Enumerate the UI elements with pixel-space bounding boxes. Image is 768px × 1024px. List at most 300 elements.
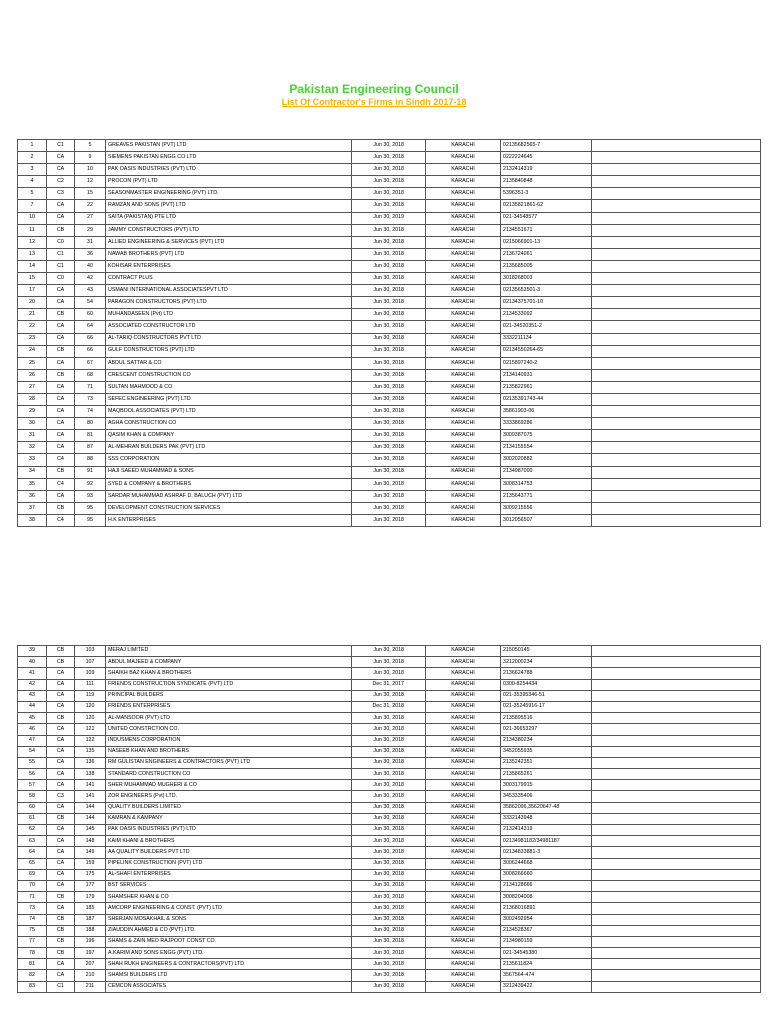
city-cell: KARACHI xyxy=(426,657,501,668)
table-row xyxy=(18,880,761,891)
phone-cell: 2136624788 xyxy=(501,668,592,679)
remarks-cell xyxy=(592,333,761,345)
registration-number-cell: 95 xyxy=(75,502,106,514)
remarks-cell xyxy=(592,478,761,490)
serial-number-cell: 23 xyxy=(18,333,47,345)
serial-number-cell: 3 xyxy=(18,164,47,176)
firm-name-cell: PIPELINK CONSTRUCTION (PVT) LTD xyxy=(106,858,352,869)
validity-date-cell: Jun 30, 2018 xyxy=(352,478,426,490)
serial-number-cell: 11 xyxy=(18,224,47,236)
category-cell: CA xyxy=(47,668,75,679)
serial-number-cell: 15 xyxy=(18,273,47,285)
firm-name-cell: SULTAN MAHMOOD & CO xyxy=(106,381,352,393)
city-cell: KARACHI xyxy=(426,369,501,381)
validity-date-cell: Jun 30, 2019 xyxy=(352,212,426,224)
serial-number-cell: 26 xyxy=(18,369,47,381)
phone-cell: 02135821861-62 xyxy=(501,200,592,212)
serial-number-cell: 42 xyxy=(18,679,47,690)
registration-number-cell: 210 xyxy=(75,970,106,981)
registration-number-cell: 175 xyxy=(75,869,106,880)
validity-date-cell: Jun 30, 2018 xyxy=(352,297,426,309)
city-cell: KARACHI xyxy=(426,224,501,236)
phone-cell: 3018268003 xyxy=(501,273,592,285)
phone-cell: 3333869286 xyxy=(501,418,592,430)
firm-name-cell: A.KARIM AND SONS ENGG (PVT) LTD. xyxy=(106,948,352,959)
remarks-cell xyxy=(592,780,761,791)
category-cell: CA xyxy=(47,903,75,914)
firm-name-cell: SHERJAN MOSAKHAIL & SONS xyxy=(106,914,352,925)
registration-number-cell: 27 xyxy=(75,212,106,224)
phone-cell: 2134528367 xyxy=(501,925,592,936)
serial-number-cell: 38 xyxy=(18,514,47,526)
city-cell: KARACHI xyxy=(426,297,501,309)
validity-date-cell: Jun 30, 2018 xyxy=(352,321,426,333)
validity-date-cell: Jun 30, 2018 xyxy=(352,903,426,914)
remarks-cell xyxy=(592,858,761,869)
phone-cell: 2135840848 xyxy=(501,176,592,188)
firm-name-cell: MUHANDASEEN (Pvt) LTD xyxy=(106,309,352,321)
firm-name-cell: SHAMSHER KHAN & CO xyxy=(106,892,352,903)
phone-cell: 3008204008 xyxy=(501,892,592,903)
serial-number-cell: 77 xyxy=(18,936,47,947)
validity-date-cell: Dec 31, 2018 xyxy=(352,701,426,712)
serial-number-cell: 37 xyxy=(18,502,47,514)
validity-date-cell: Jun 30, 2018 xyxy=(352,236,426,248)
validity-date-cell: Jun 30, 2018 xyxy=(352,309,426,321)
city-cell: KARACHI xyxy=(426,164,501,176)
firm-name-cell: PROCON (PVT) LTD xyxy=(106,176,352,188)
city-cell: KARACHI xyxy=(426,959,501,970)
category-cell: C4 xyxy=(47,514,75,526)
remarks-cell xyxy=(592,925,761,936)
phone-cell: 02135653501-3 xyxy=(501,285,592,297)
validity-date-cell: Jun 30, 2018 xyxy=(352,442,426,454)
serial-number-cell: 17 xyxy=(18,285,47,297)
registration-number-cell: 120 xyxy=(75,701,106,712)
registration-number-cell: 136 xyxy=(75,757,106,768)
registration-number-cell: 109 xyxy=(75,668,106,679)
validity-date-cell: Jun 30, 2018 xyxy=(352,724,426,735)
phone-cell: 3008266660 xyxy=(501,869,592,880)
remarks-cell xyxy=(592,981,761,992)
validity-date-cell: Jun 30, 2018 xyxy=(352,713,426,724)
remarks-cell xyxy=(592,791,761,802)
serial-number-cell: 20 xyxy=(18,297,47,309)
registration-number-cell: 73 xyxy=(75,393,106,405)
remarks-cell xyxy=(592,880,761,891)
phone-cell: 3453335406 xyxy=(501,791,592,802)
table-row xyxy=(18,176,761,188)
serial-number-cell: 81 xyxy=(18,959,47,970)
table-row xyxy=(18,285,761,297)
remarks-cell xyxy=(592,802,761,813)
firm-name-cell: ALLIED ENGINEERING & SERVICES (PVT) LTD xyxy=(106,236,352,248)
serial-number-cell: 61 xyxy=(18,813,47,824)
registration-number-cell: 81 xyxy=(75,430,106,442)
phone-cell: 2135685005 xyxy=(501,260,592,272)
firm-name-cell: PAK OASIS INDUSTRIES (PVT) LTD xyxy=(106,825,352,836)
table-row xyxy=(18,224,761,236)
remarks-cell xyxy=(592,309,761,321)
serial-number-cell: 32 xyxy=(18,442,47,454)
registration-number-cell: 145 xyxy=(75,825,106,836)
phone-cell: 3006244668 xyxy=(501,858,592,869)
remarks-cell xyxy=(592,466,761,478)
serial-number-cell: 58 xyxy=(18,791,47,802)
phone-cell: 02135682565-7 xyxy=(501,140,592,152)
phone-cell: 02134981182/34981187 xyxy=(501,836,592,847)
city-cell: KARACHI xyxy=(426,393,501,405)
serial-number-cell: 36 xyxy=(18,490,47,502)
serial-number-cell: 1 xyxy=(18,140,47,152)
category-cell: C1 xyxy=(47,248,75,260)
remarks-cell xyxy=(592,236,761,248)
phone-cell: 5396351-3 xyxy=(501,188,592,200)
validity-date-cell: Jun 30, 2018 xyxy=(352,333,426,345)
firm-name-cell: JAMMY CONSTRUCTORS (PVT) LTD xyxy=(106,224,352,236)
serial-number-cell: 82 xyxy=(18,970,47,981)
firm-name-cell: DEVELOPMENT CONSTRUCTION SERVICES xyxy=(106,502,352,514)
table-row xyxy=(18,713,761,724)
category-cell: CA xyxy=(47,869,75,880)
remarks-cell xyxy=(592,430,761,442)
validity-date-cell: Jun 30, 2018 xyxy=(352,769,426,780)
firm-name-cell: AL-SHAFI ENTERPRISES xyxy=(106,869,352,880)
serial-number-cell: 46 xyxy=(18,724,47,735)
registration-number-cell: 95 xyxy=(75,514,106,526)
validity-date-cell: Jun 30, 2018 xyxy=(352,780,426,791)
phone-cell: 2135822961 xyxy=(501,381,592,393)
category-cell: CA xyxy=(47,746,75,757)
category-cell: CB xyxy=(47,224,75,236)
registration-number-cell: 107 xyxy=(75,657,106,668)
remarks-cell xyxy=(592,297,761,309)
remarks-cell xyxy=(592,970,761,981)
category-cell: CA xyxy=(47,701,75,712)
phone-cell: 2134155554 xyxy=(501,442,592,454)
phone-cell: 3009387075 xyxy=(501,430,592,442)
phone-cell: 3567564-474 xyxy=(501,970,592,981)
phone-cell: 2135865261 xyxy=(501,769,592,780)
city-cell: KARACHI xyxy=(426,757,501,768)
serial-number-cell: 57 xyxy=(18,780,47,791)
firm-name-cell: FRIENDS ENTERPRISES xyxy=(106,701,352,712)
remarks-cell xyxy=(592,152,761,164)
city-cell: KARACHI xyxy=(426,713,501,724)
category-cell: CA xyxy=(47,847,75,858)
firm-name-cell: SHAH RUKH ENGINEERS & CONTRACTORS(PVT) LTD xyxy=(106,959,352,970)
city-cell: KARACHI xyxy=(426,454,501,466)
serial-number-cell: 75 xyxy=(18,925,47,936)
category-cell: CA xyxy=(47,858,75,869)
phone-cell: 3003179915 xyxy=(501,780,592,791)
remarks-cell xyxy=(592,442,761,454)
phone-cell: 3002020882 xyxy=(501,454,592,466)
validity-date-cell: Jun 30, 2018 xyxy=(352,164,426,176)
table-row xyxy=(18,925,761,936)
phone-cell: 02134833881-3 xyxy=(501,847,592,858)
city-cell: KARACHI xyxy=(426,490,501,502)
remarks-cell xyxy=(592,188,761,200)
category-cell: CA xyxy=(47,780,75,791)
registration-number-cell: 188 xyxy=(75,925,106,936)
city-cell: KARACHI xyxy=(426,357,501,369)
category-cell: CB xyxy=(47,646,75,657)
remarks-cell xyxy=(592,836,761,847)
phone-cell: 2134987000 xyxy=(501,466,592,478)
validity-date-cell: Jun 30, 2018 xyxy=(352,466,426,478)
phone-cell: 2135643771 xyxy=(501,490,592,502)
remarks-cell xyxy=(592,248,761,260)
firm-name-cell: ASSOCIATED CONSTRUCTOR LTD xyxy=(106,321,352,333)
category-cell: CA xyxy=(47,200,75,212)
category-cell: C4 xyxy=(47,454,75,466)
remarks-cell xyxy=(592,757,761,768)
phone-cell: 2134533092 xyxy=(501,309,592,321)
table-row xyxy=(18,769,761,780)
table-row xyxy=(18,502,761,514)
firm-name-cell: RAMZAN AND SONS (PVT) LTD xyxy=(106,200,352,212)
category-cell: CA xyxy=(47,825,75,836)
firm-name-cell: PARAGON CONSTRUCTORS (PVT) LTD xyxy=(106,297,352,309)
city-cell: KARACHI xyxy=(426,321,501,333)
contractor-table-2 xyxy=(17,645,761,993)
city-cell: KARACHI xyxy=(426,925,501,936)
firm-name-cell: AGHA CONSTRUCTION CO xyxy=(106,418,352,430)
firm-name-cell: SHER MUHAMMAD MUGHERI & CO xyxy=(106,780,352,791)
table-row xyxy=(18,847,761,858)
remarks-cell xyxy=(592,914,761,925)
registration-number-cell: 119 xyxy=(75,690,106,701)
city-cell: KARACHI xyxy=(426,248,501,260)
serial-number-cell: 22 xyxy=(18,321,47,333)
phone-cell: 0222224645 xyxy=(501,152,592,164)
registration-number-cell: 141 xyxy=(75,780,106,791)
city-cell: KARACHI xyxy=(426,724,501,735)
serial-number-cell: 69 xyxy=(18,869,47,880)
table-row xyxy=(18,948,761,959)
remarks-cell xyxy=(592,357,761,369)
table-row xyxy=(18,724,761,735)
remarks-cell xyxy=(592,701,761,712)
city-cell: KARACHI xyxy=(426,514,501,526)
registration-number-cell: 42 xyxy=(75,273,106,285)
registration-number-cell: 92 xyxy=(75,478,106,490)
remarks-cell xyxy=(592,825,761,836)
remarks-cell xyxy=(592,369,761,381)
table-row xyxy=(18,309,761,321)
firm-name-cell: MAQBOOL ASSOCIATES (PVT) LTD xyxy=(106,406,352,418)
firm-name-cell: H.K ENTERPRISES xyxy=(106,514,352,526)
city-cell: KARACHI xyxy=(426,188,501,200)
category-cell: C1 xyxy=(47,981,75,992)
city-cell: KARACHI xyxy=(426,176,501,188)
table-row xyxy=(18,273,761,285)
category-cell: CB xyxy=(47,892,75,903)
validity-date-cell: Jun 30, 2018 xyxy=(352,502,426,514)
firm-name-cell: HAJI SAEED MUHAMMAD & SONS xyxy=(106,466,352,478)
firm-name-cell: AMCORP ENGINEERING & CONST. (PVT) LTD xyxy=(106,903,352,914)
table-row xyxy=(18,164,761,176)
table-row xyxy=(18,248,761,260)
table-row xyxy=(18,357,761,369)
table-row xyxy=(18,490,761,502)
firm-name-cell: SSS CORPORATION xyxy=(106,454,352,466)
phone-cell: 021-35245916-17 xyxy=(501,701,592,712)
firm-name-cell: SHAIKH BAZ KHAN & BROTHERS xyxy=(106,668,352,679)
table-row xyxy=(18,212,761,224)
serial-number-cell: 31 xyxy=(18,430,47,442)
firm-name-cell: STANDARD CONSTRUCTION CO xyxy=(106,769,352,780)
registration-number-cell: 87 xyxy=(75,442,106,454)
phone-cell: 3332211134 xyxy=(501,333,592,345)
city-cell: KARACHI xyxy=(426,981,501,992)
phone-cell: 2134128666 xyxy=(501,880,592,891)
remarks-cell xyxy=(592,502,761,514)
city-cell: KARACHI xyxy=(426,236,501,248)
remarks-cell xyxy=(592,176,761,188)
firm-name-cell: SEASONMASTER ENGINEERING (PVT) LTD. xyxy=(106,188,352,200)
category-cell: C3 xyxy=(47,188,75,200)
city-cell: KARACHI xyxy=(426,502,501,514)
remarks-cell xyxy=(592,345,761,357)
firm-name-cell: MERAJ LIMITED xyxy=(106,646,352,657)
firm-name-cell: PRINCIPAL BUILDERS xyxy=(106,690,352,701)
validity-date-cell: Jun 30, 2018 xyxy=(352,430,426,442)
registration-number-cell: 177 xyxy=(75,880,106,891)
serial-number-cell: 63 xyxy=(18,836,47,847)
city-cell: KARACHI xyxy=(426,903,501,914)
serial-number-cell: 7 xyxy=(18,200,47,212)
validity-date-cell: Jun 30, 2018 xyxy=(352,418,426,430)
city-cell: KARACHI xyxy=(426,430,501,442)
registration-number-cell: 71 xyxy=(75,381,106,393)
category-cell: CA xyxy=(47,357,75,369)
serial-number-cell: 2 xyxy=(18,152,47,164)
category-cell: CB xyxy=(47,345,75,357)
remarks-cell xyxy=(592,490,761,502)
registration-number-cell: 40 xyxy=(75,260,106,272)
city-cell: KARACHI xyxy=(426,780,501,791)
firm-name-cell: ABDUL MAJEED & COMPANY xyxy=(106,657,352,668)
phone-cell: 2134380234 xyxy=(501,735,592,746)
remarks-cell xyxy=(592,892,761,903)
city-cell: KARACHI xyxy=(426,406,501,418)
phone-cell: 021-34545380 xyxy=(501,948,592,959)
remarks-cell xyxy=(592,260,761,272)
registration-number-cell: 149 xyxy=(75,847,106,858)
remarks-cell xyxy=(592,273,761,285)
table-row xyxy=(18,701,761,712)
table-row xyxy=(18,345,761,357)
table-row xyxy=(18,735,761,746)
category-cell: C3 xyxy=(47,791,75,802)
validity-date-cell: Jun 30, 2018 xyxy=(352,791,426,802)
registration-number-cell: 22 xyxy=(75,200,106,212)
city-cell: KARACHI xyxy=(426,442,501,454)
registration-number-cell: 148 xyxy=(75,836,106,847)
validity-date-cell: Jun 30, 2018 xyxy=(352,406,426,418)
table-row xyxy=(18,757,761,768)
registration-number-cell: 91 xyxy=(75,466,106,478)
table-row xyxy=(18,903,761,914)
phone-cell: 021-35395346-51 xyxy=(501,690,592,701)
table-row xyxy=(18,914,761,925)
phone-cell: 2135895516 xyxy=(501,713,592,724)
remarks-cell xyxy=(592,164,761,176)
category-cell: CA xyxy=(47,836,75,847)
validity-date-cell: Jun 30, 2018 xyxy=(352,746,426,757)
validity-date-cell: Jun 30, 2018 xyxy=(352,981,426,992)
category-cell: CA xyxy=(47,381,75,393)
registration-number-cell: 211 xyxy=(75,981,106,992)
serial-number-cell: 27 xyxy=(18,381,47,393)
remarks-cell xyxy=(592,959,761,970)
registration-number-cell: 74 xyxy=(75,406,106,418)
validity-date-cell: Jun 30, 2018 xyxy=(352,802,426,813)
category-cell: CA xyxy=(47,690,75,701)
contractor-table-1 xyxy=(17,139,761,527)
table-row xyxy=(18,514,761,526)
serial-number-cell: 55 xyxy=(18,757,47,768)
validity-date-cell: Jun 30, 2018 xyxy=(352,813,426,824)
firm-name-cell: ZOR ENGINEERS (Pvt) LTD. xyxy=(106,791,352,802)
city-cell: KARACHI xyxy=(426,200,501,212)
serial-number-cell: 56 xyxy=(18,769,47,780)
category-cell: CB xyxy=(47,502,75,514)
serial-number-cell: 44 xyxy=(18,701,47,712)
serial-number-cell: 39 xyxy=(18,646,47,657)
serial-number-cell: 73 xyxy=(18,903,47,914)
phone-cell: 3008314753 xyxy=(501,478,592,490)
validity-date-cell: Jun 30, 2018 xyxy=(352,357,426,369)
firm-name-cell: AL-MEHRAN BUILDERS PAK (PVT) LTD xyxy=(106,442,352,454)
table-row xyxy=(18,140,761,152)
category-cell: CB xyxy=(47,713,75,724)
serial-number-cell: 45 xyxy=(18,713,47,724)
remarks-cell xyxy=(592,212,761,224)
city-cell: KARACHI xyxy=(426,769,501,780)
city-cell: KARACHI xyxy=(426,285,501,297)
serial-number-cell: 60 xyxy=(18,802,47,813)
remarks-cell xyxy=(592,869,761,880)
category-cell: CA xyxy=(47,802,75,813)
table-row xyxy=(18,746,761,757)
table-row xyxy=(18,454,761,466)
category-cell: CA xyxy=(47,880,75,891)
category-cell: CA xyxy=(47,285,75,297)
phone-cell: 215050145 xyxy=(501,646,592,657)
remarks-cell xyxy=(592,200,761,212)
city-cell: KARACHI xyxy=(426,970,501,981)
page-subtitle: List Of Contractor's Firms in Sindh 2017-18 xyxy=(281,97,467,107)
category-cell: CA xyxy=(47,959,75,970)
serial-number-cell: 12 xyxy=(18,236,47,248)
validity-date-cell: Jun 30, 2018 xyxy=(352,959,426,970)
table-row xyxy=(18,646,761,657)
city-cell: KARACHI xyxy=(426,333,501,345)
category-cell: CB xyxy=(47,914,75,925)
city-cell: KARACHI xyxy=(426,914,501,925)
registration-number-cell: 5 xyxy=(75,140,106,152)
firm-name-cell: INDUSMENS CORPORATION xyxy=(106,735,352,746)
remarks-cell xyxy=(592,321,761,333)
firm-name-cell: GREAVES PAKISTAN (PVT) LTD xyxy=(106,140,352,152)
serial-number-cell: 14 xyxy=(18,260,47,272)
category-cell: CA xyxy=(47,418,75,430)
category-cell: CA xyxy=(47,490,75,502)
serial-number-cell: 43 xyxy=(18,690,47,701)
